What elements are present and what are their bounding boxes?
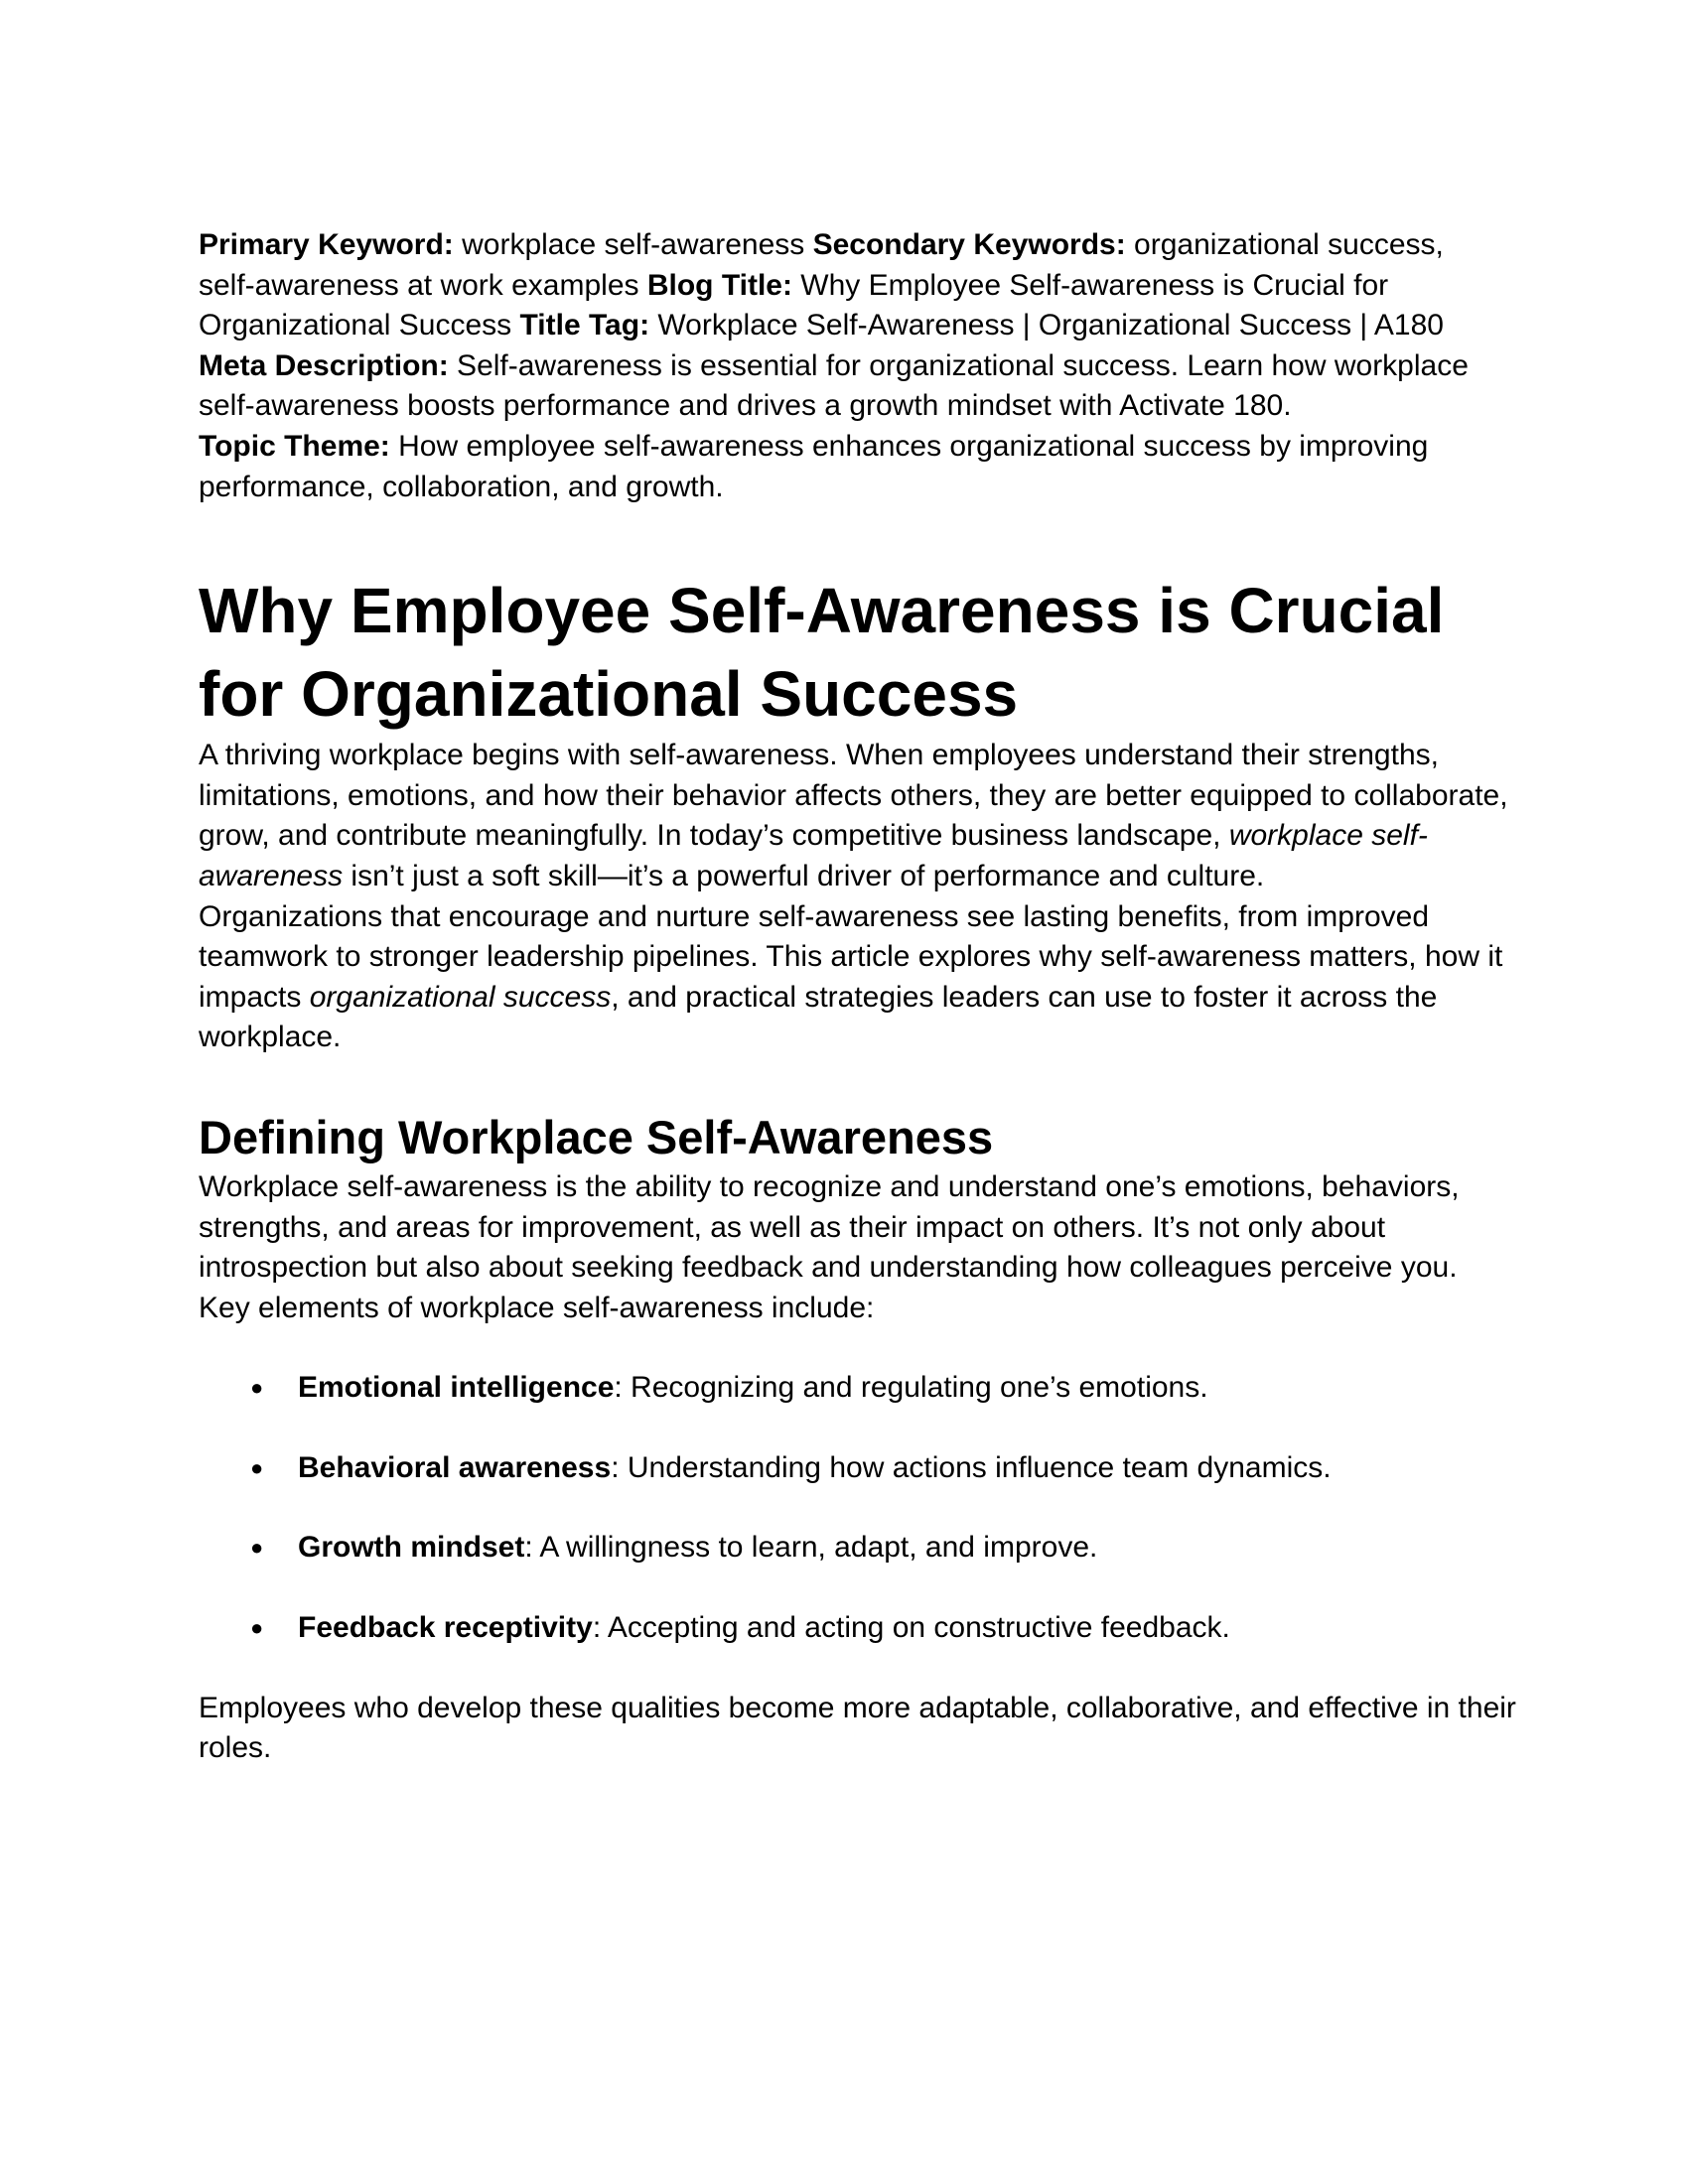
list-item xyxy=(199,1368,1499,1409)
title-tag-label: Title Tag: xyxy=(519,309,650,342)
list-item xyxy=(199,1448,1499,1489)
intro-p1-text-b: isn’t just a soft skill—it’s a powerful driver of performance and culture. xyxy=(343,859,1265,892)
intro-p2-text-b: , and practical strategies leaders can use to foster it across the workplace. xyxy=(199,980,1438,1054)
bullet-icon: ● xyxy=(250,1375,264,1401)
primary-keyword-label: Primary Keyword: xyxy=(199,228,454,261)
blog-title-value: Why Employee Self-awareness is Crucial for Organizational Success xyxy=(199,268,1389,342)
meta-description-value: Self-awareness is essential for organizational success. Learn how workplace self-awareness boosts performance and drives a growth mindset with Activate 180. xyxy=(199,348,1469,423)
topic-theme-label: Topic Theme: xyxy=(199,429,390,463)
definition-paragraph: Workplace self-awareness is the ability to recognize and understand one’s emotions, behaviors, strengths, and areas for improvement, as well as their impact on others. It’s not only about introspection but also about seeking feedback and understanding how colleagues perceive you. xyxy=(199,1169,1460,1285)
title-tag-value: Workplace Self-Awareness | Organizational Success | A180 xyxy=(649,309,1444,342)
section-heading: Defining Workplace Self-Awareness xyxy=(199,1110,994,1163)
intro-paragraph-2 xyxy=(199,897,1519,1058)
intro-p1-text-a: A thriving workplace begins with self-awareness. When employees understand their strengths, limitations, emotions, and how their behavior affects others, they are better equipped to collaborate, grow, and contribute meaningfully. In today’s competitive business landscape, xyxy=(199,739,1508,853)
list-item-desc: : Understanding how actions influence team dynamics. xyxy=(611,1450,1332,1484)
secondary-keywords-label: Secondary Keywords: xyxy=(812,228,1126,261)
topic-theme-value: How employee self-awareness enhances organizational success by improving performance, collaboration, and growth. xyxy=(199,429,1429,503)
secondary-keywords-value: organizational success, self-awareness at work examples xyxy=(199,228,1444,302)
key-elements-list xyxy=(199,1368,1499,1648)
intro-p2-emphasis: organizational success xyxy=(309,980,612,1014)
seo-metadata-block xyxy=(199,225,1499,507)
list-item-desc: : A willingness to learn, adapt, and improve. xyxy=(524,1531,1098,1565)
bullet-icon: ● xyxy=(250,1454,264,1480)
document-page xyxy=(199,225,1516,1769)
list-item-term: Feedback receptivity xyxy=(298,1611,593,1645)
bullet-icon: ● xyxy=(250,1535,264,1561)
list-item xyxy=(199,1528,1499,1569)
primary-keyword-value: workplace self-awareness xyxy=(453,228,813,261)
list-item-term: Behavioral awareness xyxy=(298,1450,612,1484)
list-item-desc: : Recognizing and regulating one’s emotions. xyxy=(614,1371,1208,1405)
intro-paragraph-1 xyxy=(199,736,1519,896)
list-item-desc: : Accepting and acting on constructive feedback. xyxy=(592,1611,1230,1645)
article-title: Why Employee Self-Awareness is Crucial for Organizational Success xyxy=(199,575,1445,731)
list-item xyxy=(199,1608,1499,1649)
meta-description-label: Meta Description: xyxy=(199,348,449,382)
list-item-term: Emotional intelligence xyxy=(298,1371,615,1405)
intro-p2-text-a: Organizations that encourage and nurture self-awareness see lasting benefits, from improved teamwork to stronger leadership pipelines. This article explores why self-awareness matters, how it impacts xyxy=(199,899,1503,1014)
closing-paragraph: Employees who develop these qualities become more adaptable, collaborative, and effective in their roles. xyxy=(199,1691,1516,1765)
intro-p1-emphasis: workplace self-awareness xyxy=(199,819,1428,892)
blog-title-label: Blog Title: xyxy=(646,268,792,302)
bullet-icon: ● xyxy=(250,1615,264,1641)
key-elements-intro: Key elements of workplace self-awareness include: xyxy=(199,1291,875,1324)
list-item-term: Growth mindset xyxy=(298,1531,525,1565)
